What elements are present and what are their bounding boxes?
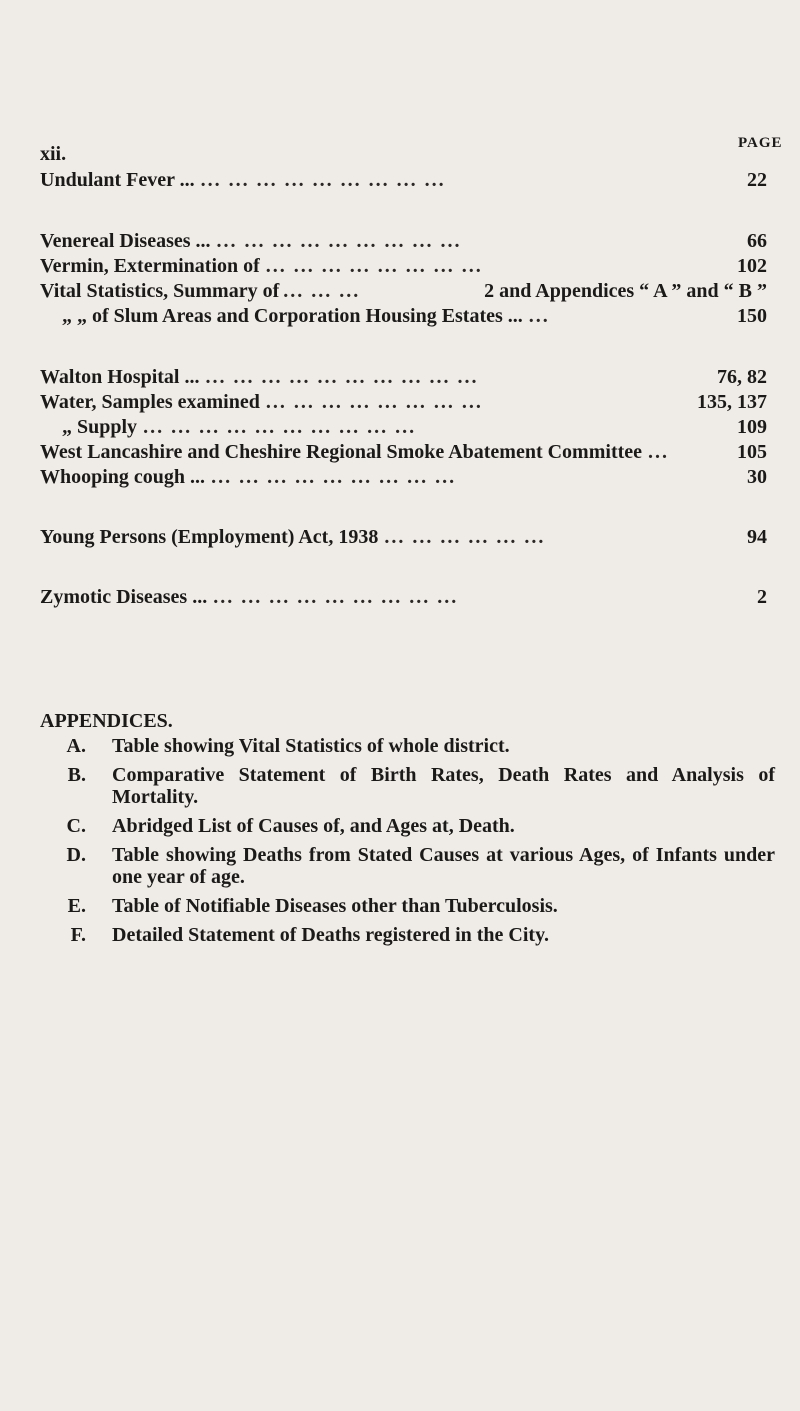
- entry-label: Venereal Diseases ...: [40, 230, 211, 252]
- entry-label: West Lancashire and Cheshire Regional Smoke Abatement Committee: [40, 441, 643, 463]
- index-entries: [40, 168, 767, 610]
- entry-page: 76, 82: [717, 366, 767, 388]
- index-entry: [40, 365, 767, 390]
- entry-label: Vital Statistics, Summary of: [40, 280, 280, 302]
- entry-label: Young Persons (Employment) Act, 1938: [40, 526, 379, 548]
- entry-leader: ... ... ... ... ... ... ... ...: [265, 391, 483, 413]
- entry-label: Zymotic Diseases ...: [40, 586, 208, 608]
- entry-label: Whooping cough ...: [40, 466, 206, 488]
- entry-page: 150: [737, 305, 767, 327]
- entry-page: 109: [737, 416, 767, 438]
- appendix-letter: D.: [66, 844, 86, 866]
- appendix-item: [40, 735, 775, 757]
- entry-label: Undulant Fever ...: [40, 169, 195, 191]
- appendix-letter: C.: [66, 815, 86, 837]
- appendix-text: Comparative Statement of Birth Rates, Death Rates and Analysis of Mortality.: [112, 764, 775, 808]
- entry-page: 2 and Appendices “ A ” and “ B ”: [484, 280, 767, 302]
- entry-label: Walton Hospital ...: [40, 366, 200, 388]
- appendix-letter: E.: [67, 895, 86, 917]
- appendix-item: [40, 764, 775, 808]
- index-entry: [40, 168, 767, 193]
- entry-page: 30: [747, 466, 767, 488]
- appendix-item: [40, 815, 775, 837]
- entry-page: 2: [757, 586, 767, 608]
- index-entry: [40, 440, 767, 465]
- entry-leader: ...: [528, 305, 550, 327]
- index-entry: [40, 254, 767, 279]
- entry-page: 105: [737, 441, 767, 463]
- index-entry: [40, 279, 767, 304]
- entry-leader: ...: [648, 441, 670, 463]
- index-entry: [40, 585, 767, 610]
- appendices-heading: APPENDICES.: [40, 710, 173, 732]
- appendix-letter: F.: [70, 924, 86, 946]
- index-entry: [40, 304, 767, 329]
- appendices-section: [40, 707, 775, 953]
- entry-leader: ... ... ... ... ... ... ... ...: [265, 255, 483, 277]
- page-column-heading: PAGE: [738, 135, 783, 151]
- index-entry: [40, 415, 767, 440]
- entry-page: 22: [747, 169, 767, 191]
- index-entry: [40, 525, 767, 550]
- entry-leader: ... ... ... ... ... ... ... ... ...: [211, 466, 457, 488]
- index-entry: [40, 229, 767, 254]
- appendix-item: [40, 895, 775, 917]
- entry-page: 102: [737, 255, 767, 277]
- entry-label: „ „ of Slum Areas and Corporation Housing Estates ...: [62, 305, 523, 327]
- appendix-text: Abridged List of Causes of, and Ages at, Death.: [112, 815, 515, 837]
- index-entry: [40, 390, 767, 415]
- entry-leader: ... ... ... ... ... ... ... ... ...: [200, 169, 446, 191]
- appendix-text: Detailed Statement of Deaths registered in the City.: [112, 924, 549, 946]
- appendix-letter: A.: [66, 735, 86, 757]
- entry-page: 135, 137: [697, 391, 767, 413]
- entry-page: 94: [747, 526, 767, 548]
- index-entry: [40, 465, 767, 490]
- appendix-text: Table showing Vital Statistics of whole district.: [112, 735, 510, 757]
- appendix-text: Table of Notifiable Diseases other than Tuberculosis.: [112, 895, 558, 917]
- appendix-item: [40, 924, 775, 946]
- entry-leader: ... ... ... ... ... ...: [384, 526, 546, 548]
- entry-leader: ... ... ... ... ... ... ... ... ... ...: [205, 366, 479, 388]
- entry-leader: ... ... ... ... ... ... ... ... ...: [213, 586, 459, 608]
- entry-leader: ... ... ...: [283, 280, 361, 302]
- page-number: xii.: [40, 143, 67, 165]
- entry-leader: ... ... ... ... ... ... ... ... ... ...: [143, 416, 417, 438]
- entry-label: „ Supply: [62, 416, 138, 438]
- entry-leader: ... ... ... ... ... ... ... ... ...: [216, 230, 462, 252]
- entry-label: Vermin, Extermination of: [40, 255, 260, 277]
- entry-page: 66: [747, 230, 767, 252]
- appendix-text: Table showing Deaths from Stated Causes at various Ages, of Infants under one year of age.: [112, 844, 775, 888]
- appendix-letter: B.: [67, 764, 86, 786]
- appendix-item: [40, 844, 775, 888]
- entry-label: Water, Samples examined: [40, 391, 260, 413]
